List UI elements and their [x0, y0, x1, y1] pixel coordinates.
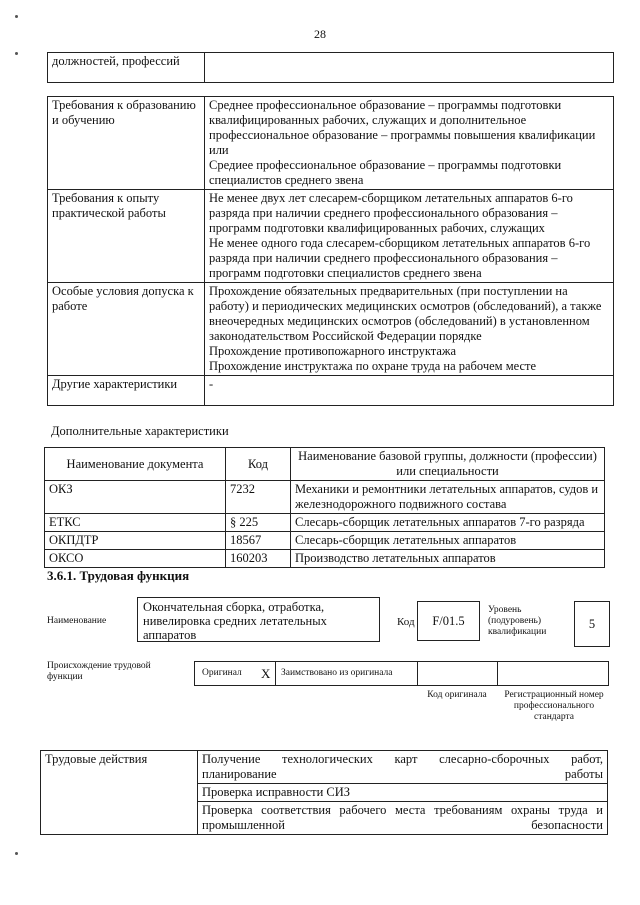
actions-table — [40, 750, 608, 835]
page-number: 28 — [314, 27, 326, 41]
origin-divider — [417, 661, 418, 686]
group-name-cell: Производство летательных аппаратов — [291, 550, 605, 568]
table-row — [45, 550, 605, 568]
requirement-line: Не менее двух лет слесарем-сборщиком летательных аппаратов 6-го разряда при наличии среднего профессионального образования – программ подготовки квалифицированных рабочих, служащих — [209, 191, 573, 235]
additional-header: Наименование документа — [45, 448, 226, 481]
requirement-label: Другие характеристики — [48, 376, 205, 406]
group-name-cell: Слесарь-сборщик летательных аппаратов 7-го разряда — [291, 514, 605, 532]
requirements-row-other — [48, 376, 614, 406]
requirement-line: Средиее профессиональное образование – программы подготовки специалистов среднего звена — [209, 158, 562, 187]
code-cell: § 225 — [226, 514, 291, 532]
requirement-line: Прохождение инструктажа по охране труда на рабочем месте — [209, 359, 537, 373]
code-cell: 7232 — [226, 481, 291, 514]
code-original-caption: Код оригинала — [427, 690, 487, 700]
additional-header: Код — [226, 448, 291, 481]
top-row-label: должностей, профессий — [48, 53, 205, 83]
top-row-value — [205, 53, 614, 83]
code-value: F/01.5 — [417, 601, 480, 641]
action-item: Проверка соответствия рабочего места требованиям охраны труда и промышленной безопасности — [198, 802, 608, 835]
requirements-row-conditions — [48, 283, 614, 376]
requirement-line: Прохождение противопожарного инструктажа — [209, 344, 457, 358]
scan-speck — [15, 852, 18, 855]
doc-name-cell: ОКЗ — [45, 481, 226, 514]
requirements-row-education — [48, 97, 614, 190]
reg-number-caption: Регистрационный номер профессионального стандарта — [504, 690, 604, 722]
requirement-value — [205, 97, 614, 190]
additional-title: Дополнительные характеристики — [51, 424, 229, 438]
code-cell: 160203 — [226, 550, 291, 568]
action-item: Проверка исправности СИЗ — [198, 784, 608, 802]
borrowed-label: Заимствовано из оригинала — [281, 668, 393, 678]
requirements-table — [47, 96, 614, 406]
requirement-line: Среднее профессиональное образование – программы подготовки квалифицированных рабочих, служащих и дополнительное профессиональное образование – программы повышения квалификации — [209, 98, 596, 142]
requirement-value: - — [205, 376, 614, 406]
origin-row — [194, 661, 498, 686]
requirement-label: Требования к опыту практической работы — [48, 190, 205, 283]
additional-table — [44, 447, 605, 568]
table-row — [45, 481, 605, 514]
table-row — [45, 514, 605, 532]
function-name-value: Окончательная сборка, отработка, нивелировка средних летательных аппаратов — [137, 597, 380, 642]
requirement-label: Особые условия допуска к работе — [48, 283, 205, 376]
code-label: Код — [397, 616, 415, 628]
requirement-value — [205, 190, 614, 283]
group-name-cell: Механики и ремонтники летательных аппаратов, судов и железнодорожного подвижного состава — [291, 481, 605, 514]
requirements-row-experience — [48, 190, 614, 283]
requirement-line: или — [209, 143, 229, 157]
doc-name-cell: ОКСО — [45, 550, 226, 568]
section-heading: 3.6.1. Трудовая функция — [47, 568, 190, 583]
actions-label: Трудовые действия — [41, 751, 198, 835]
code-cell: 18567 — [226, 532, 291, 550]
doc-name-cell: ОКПДТР — [45, 532, 226, 550]
group-name-cell: Слесарь-сборщик летательных аппаратов — [291, 532, 605, 550]
function-name-label: Наименование — [47, 616, 107, 626]
top-row-table — [47, 52, 614, 83]
requirement-line: Прохождение обязательных предварительных (при поступлении на работу) и периодических медицинских осмотров (обследований), а также внеочередных медицинских осмотров (обследований) в установленном законодательством Российской Федерации порядке — [209, 284, 602, 343]
additional-header: Наименование базовой группы, должности (профессии) или специальности — [291, 448, 605, 481]
original-mark: X — [261, 666, 271, 681]
reg-number-box — [497, 661, 609, 686]
scan-speck — [15, 15, 18, 18]
action-item: Получение технологических карт слесарно-сборочных работ, планирование работы — [198, 751, 608, 784]
origin-divider — [275, 661, 276, 686]
level-value: 5 — [574, 601, 610, 647]
doc-name-cell: ЕТКС — [45, 514, 226, 532]
requirement-line: Не менее одного года слесарем-сборщиком летательных аппаратов 6-го разряда при наличии среднего профессионального образования – программ подготовки специалистов среднего звена — [209, 236, 591, 280]
requirement-label: Требования к образованию и обучению — [48, 97, 205, 190]
origin-label: Происхождение трудовой функции — [47, 661, 151, 682]
scan-speck — [15, 52, 18, 55]
original-label: Оригинал — [202, 668, 242, 678]
level-label: Уровень (подуровень) квалификации — [488, 605, 547, 637]
requirement-value — [205, 283, 614, 376]
table-row — [45, 532, 605, 550]
